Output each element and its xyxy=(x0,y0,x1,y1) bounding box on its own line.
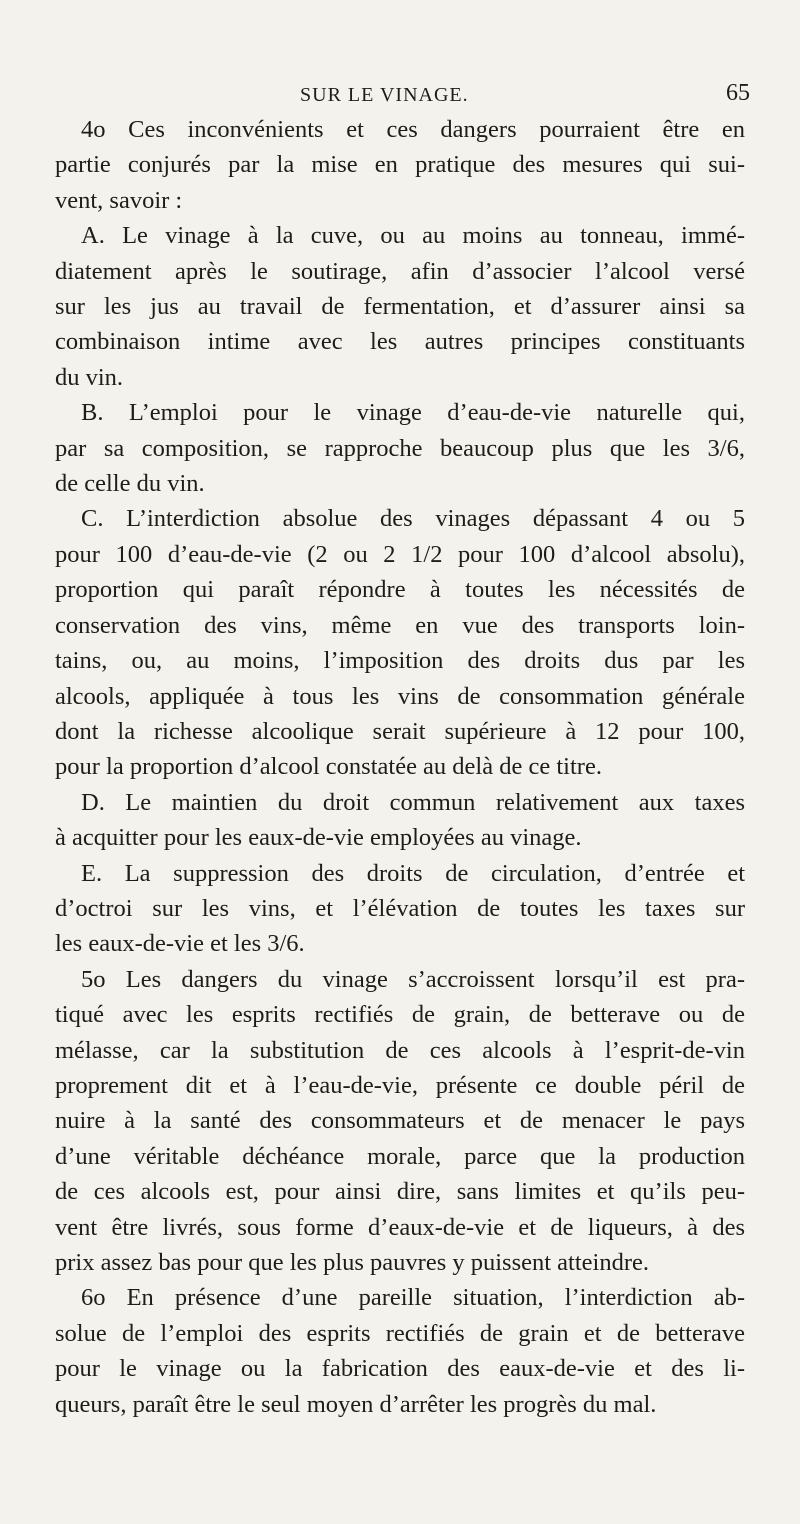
text-line: pour 100 d’eau-de-vie (2 ou 2 1/2 pour 100 d’alcool absolu), xyxy=(55,540,745,568)
text-line: les eaux-de-vie et les 3/6. xyxy=(55,930,305,958)
text-line: vent, savoir : xyxy=(55,186,183,214)
text-line: sur les jus au travail de fermentation, et d’assurer ainsi sa xyxy=(55,293,745,321)
text-line: queurs, paraît être le seul moyen d’arrêter les progrès du mal. xyxy=(55,1390,657,1418)
paragraph-point-6 xyxy=(55,1280,745,1422)
text-line: A. Le vinage à la cuve, ou au moins au tonneau, immé- xyxy=(81,222,745,250)
text-line: de ces alcools est, pour ainsi dire, sans limites et qu’ils peu- xyxy=(55,1178,745,1206)
paragraph-measure-e xyxy=(55,856,745,962)
text-line: d’octroi sur les vins, et l’élévation de toutes les taxes sur xyxy=(55,894,745,922)
text-line: mélasse, car la substitution de ces alcools à l’esprit-de-vin xyxy=(55,1036,745,1064)
text-line: diatement après le soutirage, afin d’associer l’alcool versé xyxy=(55,257,745,285)
text-line: pour le vinage ou la fabrication des eaux-de-vie et des li- xyxy=(55,1355,745,1383)
text-line: solue de l’emploi des esprits rectifiés de grain et de betterave xyxy=(55,1319,745,1347)
text-line: conservation des vins, même en vue des transports loin- xyxy=(55,611,745,639)
text-line: vent être livrés, sous forme d’eaux-de-vie et de liqueurs, à des xyxy=(55,1213,745,1241)
text-line: nuire à la santé des consommateurs et de menacer le pays xyxy=(55,1107,745,1135)
text-line: pour la proportion d’alcool constatée au delà de ce titre. xyxy=(55,753,602,781)
paragraph-point-4 xyxy=(55,112,745,218)
text-line: de celle du vin. xyxy=(55,470,205,498)
text-line: E. La suppression des droits de circulation, d’entrée et xyxy=(81,859,745,887)
page-number: 65 xyxy=(726,80,750,106)
running-head xyxy=(0,78,800,108)
text-line: tiqué avec les esprits rectifiés de grain, de betterave ou de xyxy=(55,1001,745,1029)
text-line: tains, ou, au moins, l’imposition des droits dus par les xyxy=(55,647,745,675)
paragraph-point-5 xyxy=(55,962,745,1281)
paragraph-measure-a xyxy=(55,218,745,395)
body-text xyxy=(55,112,745,1422)
text-line: B. L’emploi pour le vinage d’eau-de-vie naturelle qui, xyxy=(81,399,745,427)
text-line: proportion qui paraît répondre à toutes les nécessités de xyxy=(55,576,745,604)
text-line: dont la richesse alcoolique serait supérieure à 12 pour 100, xyxy=(55,717,745,745)
text-line: D. Le maintien du droit commun relativement aux taxes xyxy=(81,788,745,816)
text-line: C. L’interdiction absolue des vinages dépassant 4 ou 5 xyxy=(81,505,745,533)
text-line: 4o Ces inconvénients et ces dangers pourraient être en xyxy=(81,116,745,143)
paragraph-measure-b xyxy=(55,395,745,501)
text-line: 5o Les dangers du vinage s’accroissent lorsqu’il est pra- xyxy=(81,965,745,993)
text-line: partie conjurés par la mise en pratique des mesures qui sui- xyxy=(55,151,745,179)
paragraph-measure-d xyxy=(55,785,745,856)
text-line: à acquitter pour les eaux-de-vie employées au vinage. xyxy=(55,824,582,852)
text-line: combinaison intime avec les autres principes constituants xyxy=(55,328,745,356)
text-line: alcools, appliquée à tous les vins de consommation générale xyxy=(55,682,745,710)
text-line: par sa composition, se rapproche beaucoup plus que les 3/6, xyxy=(55,434,745,462)
text-line: prix assez bas pour que les plus pauvres y puissent atteindre. xyxy=(55,1249,649,1276)
paragraph-measure-c xyxy=(55,501,745,784)
text-line: 6o En présence d’une pareille situation, l’interdiction ab- xyxy=(81,1284,745,1312)
text-line: proprement dit et à l’eau-de-vie, présente ce double péril de xyxy=(55,1071,745,1099)
running-title: SUR LE VINAGE. xyxy=(300,84,469,106)
text-line: d’une véritable déchéance morale, parce que la production xyxy=(55,1142,745,1170)
text-line: du vin. xyxy=(55,363,124,391)
